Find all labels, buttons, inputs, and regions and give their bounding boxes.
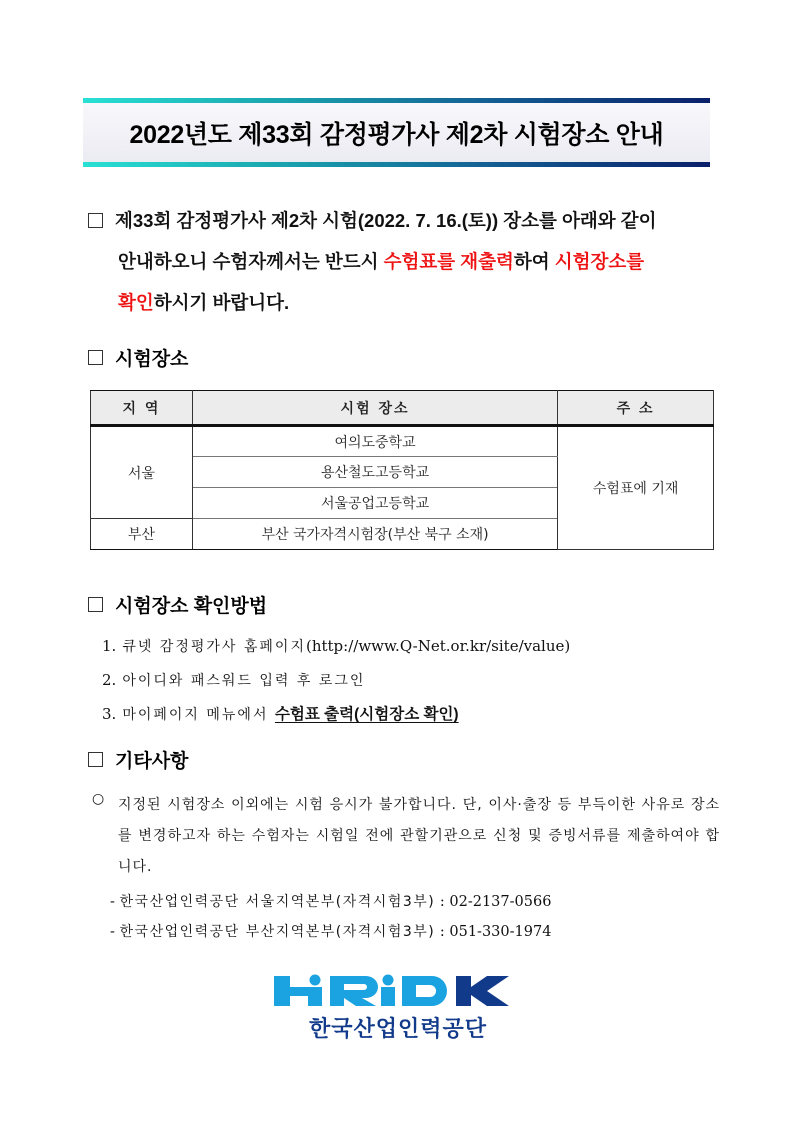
column-header-venue: 시험 장소 [192, 391, 557, 426]
intro-highlight-confirm: 확인 [118, 292, 154, 313]
print-ticket-emphasis: 수험표 출력(시험장소 확인) [274, 706, 459, 723]
intro-text-3b: 하시기 바랍니다. [153, 292, 290, 313]
qnet-url-link[interactable]: (http://www.Q-Net.or.kr/site/value) [305, 637, 571, 655]
steps-list [102, 633, 570, 735]
cell-venue: 용산철도고등학교 [192, 457, 557, 488]
contact-phone: 051-330-1974 [449, 924, 552, 940]
hrdk-logo-name: 한국산업인력공단 [308, 1016, 488, 1041]
intro-line-3 [88, 282, 720, 323]
empty-square-icon [88, 350, 103, 365]
empty-square-icon [88, 597, 103, 612]
contact-phone: 02-2137-0566 [449, 894, 552, 910]
contact-item [110, 917, 720, 947]
cell-region-busan: 부산 [91, 519, 193, 550]
intro-text-2c: 하여 [513, 251, 555, 272]
section-heading-text: 시험장소 확인방법 [115, 596, 268, 617]
cell-venue: 여의도중학교 [192, 426, 557, 457]
cell-address: 수험표에 기재 [558, 426, 714, 550]
cell-venue: 서울공업고등학교 [192, 488, 557, 519]
title-bottom-rule [83, 162, 710, 167]
step-text: 아이디와 패스워드 입력 후 로그인 [122, 673, 366, 689]
page-title: 2022년도 제33회 감정평가사 제2차 시험장소 안내 [129, 120, 664, 149]
intro-paragraph [88, 200, 720, 323]
empty-square-icon [88, 752, 103, 767]
section-heading-venues [88, 344, 188, 371]
step-number: 1. [102, 637, 117, 655]
column-header-address: 주 소 [558, 391, 714, 426]
dash-bullet: - [110, 924, 115, 940]
table-row [91, 426, 714, 457]
section-heading-text: 시험장소 [115, 349, 189, 370]
venue-table [90, 390, 714, 550]
contact-org: 한국산업인력공단 서울지역본부(자격시험3부) [119, 894, 436, 910]
step-text: 마이페이지 메뉴에서 [122, 707, 275, 723]
hrdk-wordmark-icon [274, 974, 522, 1008]
section-heading-howto [88, 591, 267, 618]
section-heading-text: 기타사항 [115, 751, 189, 772]
contact-sep: : [435, 894, 450, 910]
intro-highlight-reprint: 수험표를 재출력 [383, 251, 514, 272]
step-item [102, 701, 570, 735]
step-number: 3. [102, 705, 117, 723]
hrdk-logo-letters [272, 974, 524, 1010]
intro-highlight-venue: 시험장소를 [554, 251, 645, 272]
contact-org: 한국산업인력공단 부산지역본부(자격시험3부) [119, 924, 436, 940]
misc-notes [92, 790, 720, 947]
step-number: 2. [102, 671, 117, 689]
intro-line-1 [88, 200, 720, 241]
table-header-row [91, 391, 714, 426]
intro-text-1: 제33회 감정평가사 제2차 시험(2022. 7. 16.(토)) 장소를 아래와 같이 [115, 210, 657, 231]
contact-item [110, 887, 720, 917]
column-header-region: 지 역 [91, 391, 193, 426]
step-item [102, 633, 570, 667]
circle-bullet-icon: ○ [92, 791, 105, 807]
title-banner [83, 98, 710, 167]
step-item [102, 667, 570, 701]
contact-list [92, 887, 720, 947]
intro-line-2 [88, 241, 720, 282]
dash-bullet: - [110, 894, 115, 910]
contact-sep: : [435, 924, 450, 940]
title-box [83, 103, 710, 162]
section-heading-misc [88, 746, 188, 773]
cell-venue: 부산 국가자격시험장(부산 북구 소재) [192, 519, 557, 550]
hrdk-logo [272, 974, 524, 1043]
note-text: 지정된 시험장소 이외에는 시험 응시가 불가합니다. 단, 이사·출장 등 부득이한 사유로 장소를 변경하고자 하는 수험자는 시험일 전에 관할기관으로 신청 및 증빙서류를 제출하여야 합니다. [118, 797, 720, 875]
cell-region-seoul: 서울 [91, 426, 193, 519]
note-item [92, 790, 720, 883]
intro-text-2a: 안내하오니 수험자께서는 반드시 [118, 251, 384, 272]
step-text: 큐넷 감정평가사 홈페이지 [122, 639, 306, 655]
empty-square-icon [88, 213, 103, 228]
